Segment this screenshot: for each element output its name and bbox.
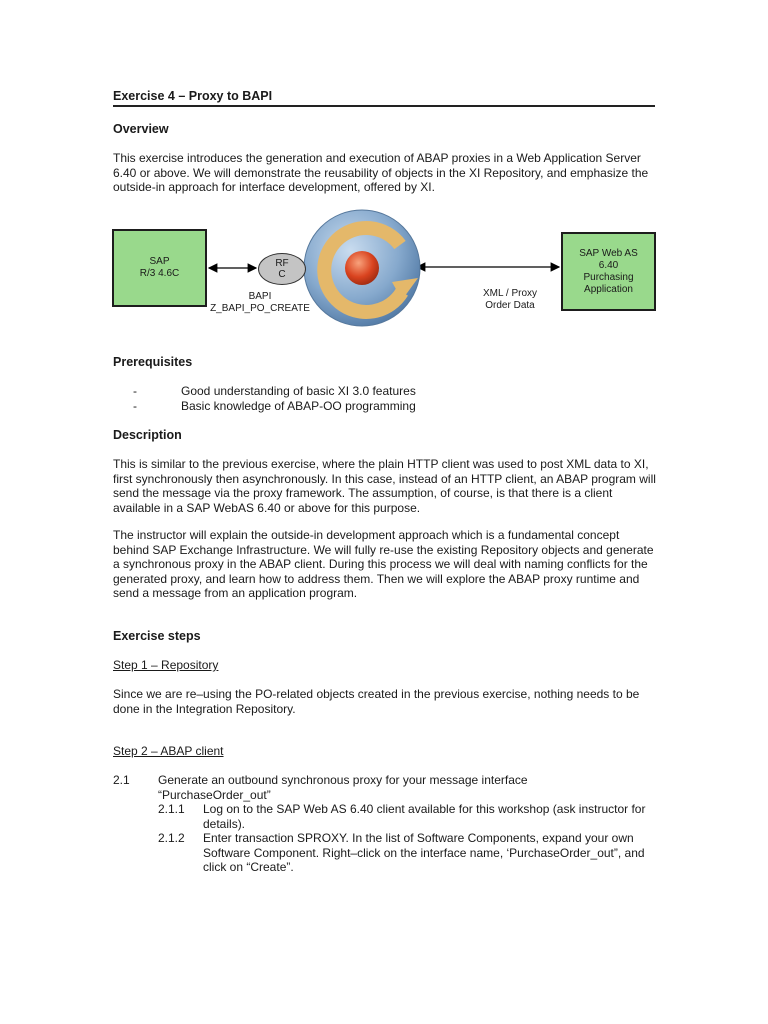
description-paragraph-2: The instructor will explain the outside-in development approach which is a fundamental concept behind SAP Exchange Infrastructure. We will fully re-use the existing Repository objects and generate a synchronous proxy in the ABAP client. During this process we will deal with naming conflicts for the generated proxy, and learn how to address them. Then we will explore the ABAP proxy runtime and send a message from an application program. xyxy=(113,528,654,601)
rfc-line2: C xyxy=(278,269,286,280)
bullet-dash: - xyxy=(133,384,137,398)
step-1-text: Since we are re–using the PO-related objects created in the previous exercise, nothing needs to be done in the Integration Repository. xyxy=(113,687,640,716)
prerequisites-heading: Prerequisites xyxy=(113,355,193,369)
sap-box-line1: SAP xyxy=(149,256,170,267)
rfc-line1: RF xyxy=(275,258,289,269)
step-2-title: Step 2 – ABAP client xyxy=(113,744,224,758)
bullet-dash: - xyxy=(133,399,137,413)
sap-r3-box xyxy=(112,229,207,307)
bapi-label-line1: BAPI xyxy=(248,291,272,302)
overview-text: This exercise introduces the generation and execution of ABAP proxies in a Web Application Server 6.40 or above. We will demonstrate the reusability of objects in the XI Repository, and emphasize the outside-in approach for interface development, offered by XI. xyxy=(113,151,649,195)
description-heading: Description xyxy=(113,428,182,442)
overview-heading: Overview xyxy=(113,122,169,136)
sub-item-number: 2.1.2 xyxy=(158,831,185,845)
xml-label xyxy=(470,288,550,312)
prerequisite-item: Good understanding of basic XI 3.0 features xyxy=(181,384,416,398)
bapi-label xyxy=(205,291,315,315)
sub-item-text: Log on to the SAP Web AS 6.40 client available for this workshop (ask instructor for details). xyxy=(203,802,646,831)
webas-line3: Purchasing xyxy=(583,271,634,283)
rfc-node xyxy=(258,253,306,285)
xml-label-line2: Order Data xyxy=(485,300,535,311)
webas-line4: Application xyxy=(584,283,633,295)
page-title: Exercise 4 – Proxy to BAPI xyxy=(113,89,273,103)
xi-globe-icon xyxy=(304,210,420,326)
sap-webas-box xyxy=(561,232,656,311)
webas-line2: 6.40 xyxy=(598,259,619,271)
description-paragraph-1: This is similar to the previous exercise, where the plain HTTP client was used to post XML data to XI, first synchronously then asynchronously. In this case, instead of an HTTP client, an ABAP program will send the message via the proxy framework. The assumption, of course, is that there is a client available in a SAP WebAS 6.40 or above for this purpose. xyxy=(113,457,656,515)
item-text: Generate an outbound synchronous proxy for your message interface “PurchaseOrder_out” xyxy=(158,773,528,802)
sub-item-text: Enter transaction SPROXY. In the list of Software Components, expand your own Software Component. Right–click on the interface name, ‘PurchaseOrder_out”, and click on “Create”. xyxy=(203,831,645,875)
step-1-title: Step 1 – Repository xyxy=(113,658,219,672)
bapi-label-line2: Z_BAPI_PO_CREATE xyxy=(210,303,310,314)
item-number: 2.1 xyxy=(113,773,130,787)
exercise-steps-heading: Exercise steps xyxy=(113,629,201,643)
sap-box-line2: R/3 4.6C xyxy=(139,268,180,279)
xml-label-line1: XML / Proxy xyxy=(482,288,538,299)
webas-line1: SAP Web AS xyxy=(579,247,638,259)
prerequisite-item: Basic knowledge of ABAP-OO programming xyxy=(181,399,416,413)
sub-item-number: 2.1.1 xyxy=(158,802,185,816)
